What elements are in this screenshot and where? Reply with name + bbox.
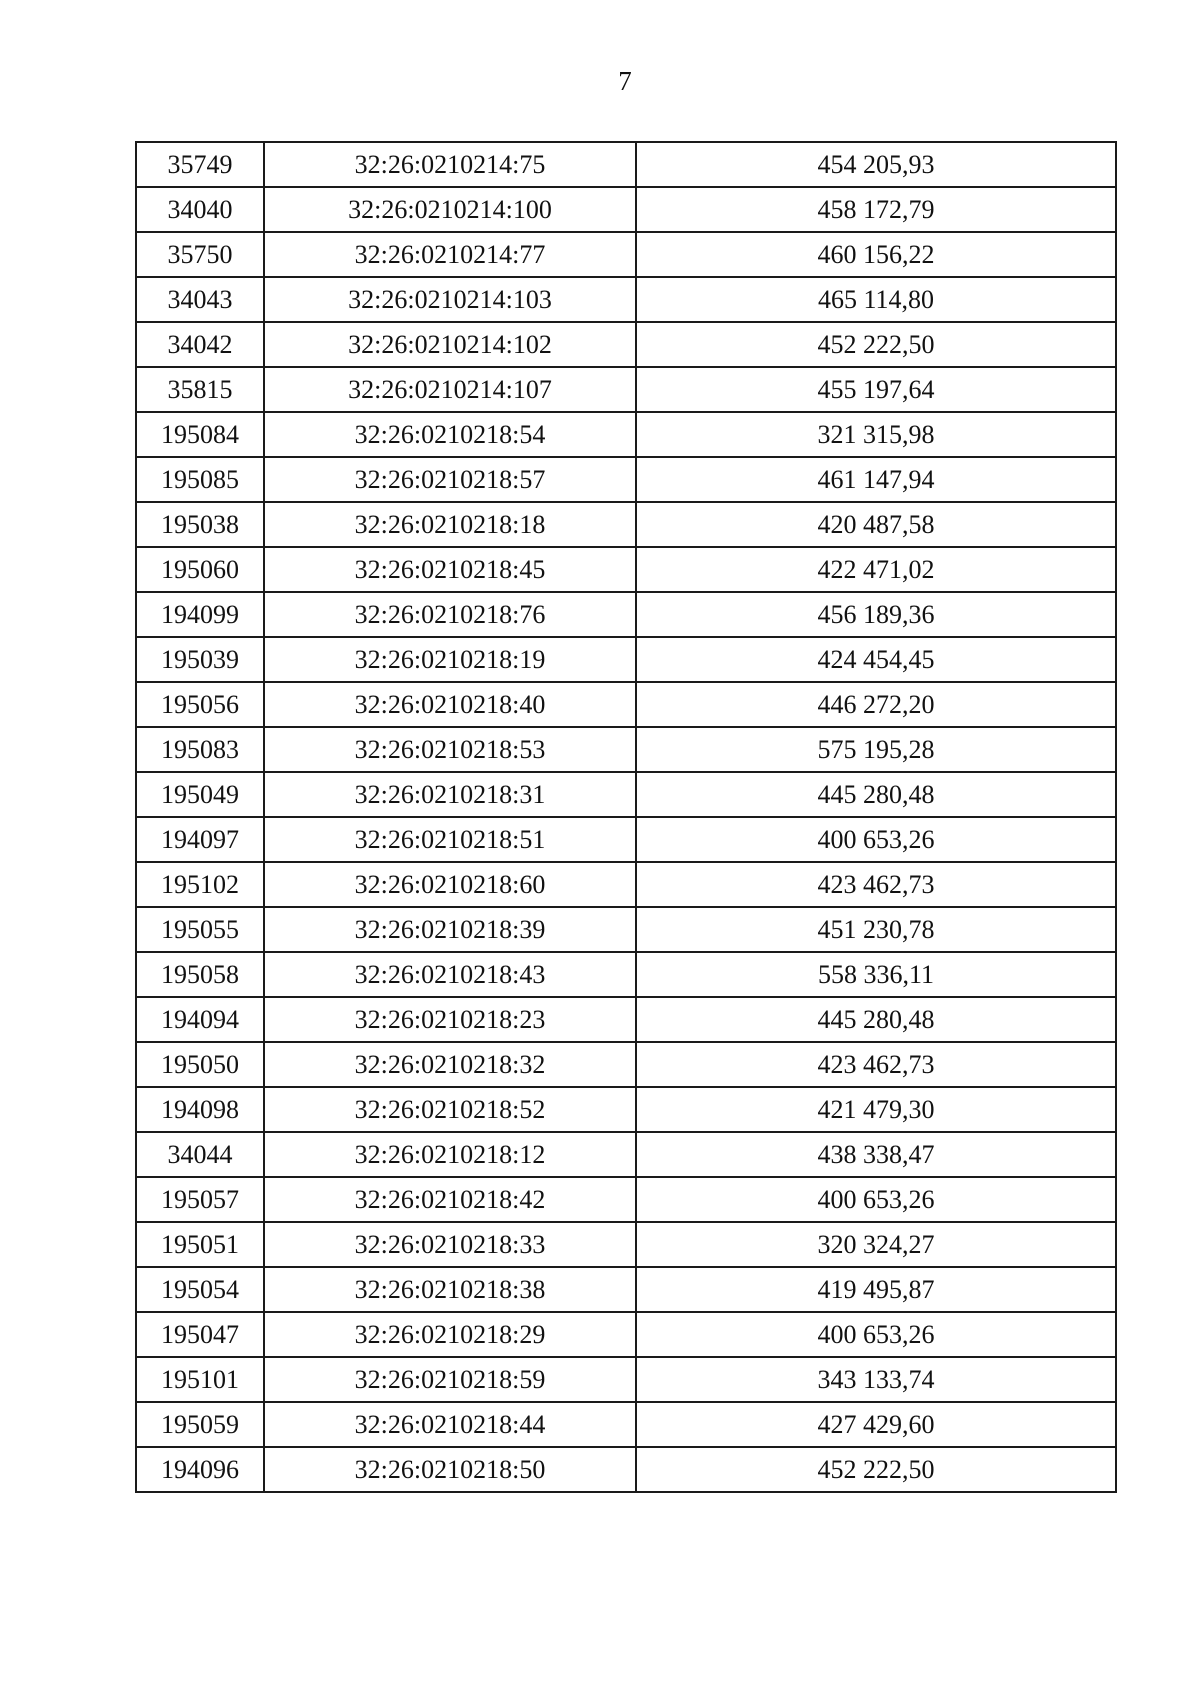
cell-cadastral-number: 32:26:0210218:32 [264,1042,636,1087]
page-number: 7 [618,66,632,96]
table-row [136,1312,1116,1357]
cell-cadastral-number: 32:26:0210218:76 [264,592,636,637]
cell-object-id: 195056 [136,682,264,727]
table-row [136,1222,1116,1267]
table-row [136,907,1116,952]
cell-cadastral-value: 456 189,36 [636,592,1116,637]
cell-cadastral-value: 400 653,26 [636,1312,1116,1357]
table-row [136,1267,1116,1312]
cell-cadastral-value: 445 280,48 [636,772,1116,817]
cell-cadastral-value: 343 133,74 [636,1357,1116,1402]
cell-cadastral-number: 32:26:0210218:52 [264,1087,636,1132]
cell-object-id: 195083 [136,727,264,772]
cell-cadastral-value: 446 272,20 [636,682,1116,727]
cell-cadastral-number: 32:26:0210214:107 [264,367,636,412]
table-row [136,817,1116,862]
table-row [136,952,1116,997]
cell-cadastral-value: 451 230,78 [636,907,1116,952]
cell-object-id: 195051 [136,1222,264,1267]
table-row [136,592,1116,637]
cell-cadastral-number: 32:26:0210214:77 [264,232,636,277]
cell-cadastral-number: 32:26:0210218:42 [264,1177,636,1222]
table-row [136,727,1116,772]
cell-cadastral-value: 458 172,79 [636,187,1116,232]
table-row [136,1402,1116,1447]
table-row [136,412,1116,457]
table-row [136,232,1116,277]
registry-table [135,141,1117,1493]
cell-object-id: 194097 [136,817,264,862]
cell-cadastral-value: 422 471,02 [636,547,1116,592]
cell-cadastral-number: 32:26:0210218:40 [264,682,636,727]
cell-object-id: 194094 [136,997,264,1042]
cell-object-id: 35749 [136,142,264,187]
cell-cadastral-number: 32:26:0210218:39 [264,907,636,952]
cell-object-id: 194096 [136,1447,264,1492]
table-row [136,682,1116,727]
cell-cadastral-number: 32:26:0210218:53 [264,727,636,772]
table-row [136,1042,1116,1087]
table-row [136,1087,1116,1132]
table-row [136,502,1116,547]
cell-cadastral-value: 419 495,87 [636,1267,1116,1312]
cell-cadastral-number: 32:26:0210214:100 [264,187,636,232]
table-row [136,142,1116,187]
table-row [136,997,1116,1042]
cell-cadastral-value: 454 205,93 [636,142,1116,187]
cell-object-id: 34042 [136,322,264,367]
cell-object-id: 35750 [136,232,264,277]
cell-cadastral-value: 460 156,22 [636,232,1116,277]
cell-cadastral-value: 424 454,45 [636,637,1116,682]
cell-cadastral-number: 32:26:0210214:102 [264,322,636,367]
cell-cadastral-value: 438 338,47 [636,1132,1116,1177]
cell-cadastral-number: 32:26:0210218:59 [264,1357,636,1402]
table-row [136,772,1116,817]
table-row [136,457,1116,502]
table-row [136,187,1116,232]
table-row [136,1357,1116,1402]
cell-object-id: 195101 [136,1357,264,1402]
cell-cadastral-number: 32:26:0210218:44 [264,1402,636,1447]
cell-cadastral-number: 32:26:0210218:38 [264,1267,636,1312]
cell-cadastral-number: 32:26:0210218:31 [264,772,636,817]
cell-cadastral-value: 421 479,30 [636,1087,1116,1132]
table-row [136,1132,1116,1177]
cell-object-id: 195057 [136,1177,264,1222]
cell-cadastral-number: 32:26:0210218:23 [264,997,636,1042]
cell-object-id: 195049 [136,772,264,817]
cell-cadastral-number: 32:26:0210214:75 [264,142,636,187]
cell-object-id: 195059 [136,1402,264,1447]
cell-cadastral-number: 32:26:0210218:33 [264,1222,636,1267]
cell-cadastral-value: 420 487,58 [636,502,1116,547]
table-row [136,547,1116,592]
cell-object-id: 195058 [136,952,264,997]
table-row [136,862,1116,907]
cell-object-id: 195085 [136,457,264,502]
cell-object-id: 35815 [136,367,264,412]
cell-cadastral-value: 452 222,50 [636,322,1116,367]
cell-cadastral-number: 32:26:0210218:18 [264,502,636,547]
cell-cadastral-value: 465 114,80 [636,277,1116,322]
cell-cadastral-value: 452 222,50 [636,1447,1116,1492]
cell-cadastral-number: 32:26:0210218:51 [264,817,636,862]
cell-cadastral-number: 32:26:0210218:54 [264,412,636,457]
cell-object-id: 195054 [136,1267,264,1312]
cell-object-id: 195055 [136,907,264,952]
cell-cadastral-value: 427 429,60 [636,1402,1116,1447]
cell-object-id: 34040 [136,187,264,232]
cell-cadastral-value: 400 653,26 [636,1177,1116,1222]
cell-cadastral-value: 575 195,28 [636,727,1116,772]
cell-cadastral-value: 558 336,11 [636,952,1116,997]
cell-cadastral-value: 320 324,27 [636,1222,1116,1267]
cell-cadastral-number: 32:26:0210218:45 [264,547,636,592]
cell-cadastral-value: 461 147,94 [636,457,1116,502]
cell-object-id: 195060 [136,547,264,592]
cell-cadastral-number: 32:26:0210218:57 [264,457,636,502]
cell-cadastral-value: 445 280,48 [636,997,1116,1042]
cell-cadastral-value: 423 462,73 [636,1042,1116,1087]
table-row [136,322,1116,367]
cell-cadastral-value: 455 197,64 [636,367,1116,412]
cell-object-id: 195084 [136,412,264,457]
cell-object-id: 195039 [136,637,264,682]
cell-object-id: 195038 [136,502,264,547]
cell-object-id: 195102 [136,862,264,907]
cell-cadastral-value: 321 315,98 [636,412,1116,457]
cell-cadastral-number: 32:26:0210214:103 [264,277,636,322]
cell-cadastral-number: 32:26:0210218:50 [264,1447,636,1492]
cell-object-id: 194098 [136,1087,264,1132]
cell-object-id: 34044 [136,1132,264,1177]
table-row [136,367,1116,412]
cell-cadastral-number: 32:26:0210218:60 [264,862,636,907]
registry-table-body [136,142,1116,1492]
cell-cadastral-number: 32:26:0210218:12 [264,1132,636,1177]
table-row [136,1447,1116,1492]
cell-object-id: 194099 [136,592,264,637]
cell-object-id: 195050 [136,1042,264,1087]
cell-cadastral-number: 32:26:0210218:43 [264,952,636,997]
cell-object-id: 195047 [136,1312,264,1357]
cell-cadastral-number: 32:26:0210218:19 [264,637,636,682]
cell-object-id: 34043 [136,277,264,322]
cell-cadastral-value: 423 462,73 [636,862,1116,907]
cell-cadastral-value: 400 653,26 [636,817,1116,862]
cell-cadastral-number: 32:26:0210218:29 [264,1312,636,1357]
table-row [136,277,1116,322]
table-row [136,637,1116,682]
table-row [136,1177,1116,1222]
